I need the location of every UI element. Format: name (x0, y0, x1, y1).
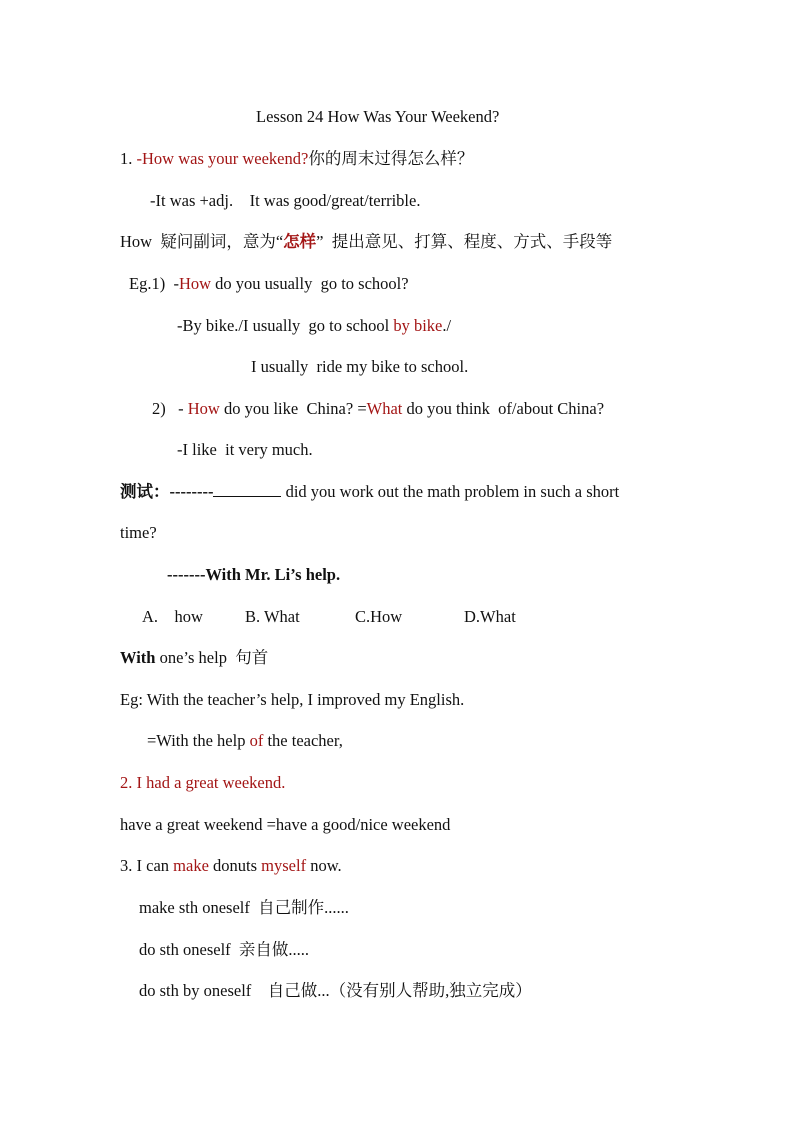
answer-start: -By bike./I usually go to school (177, 316, 394, 335)
answer-end: ./ (442, 316, 452, 335)
test-answer: -------With Mr. Li’s help. (167, 565, 341, 584)
point-1-answer: -It was +adj. It was good/great/terrible. (150, 191, 421, 210)
question-en: -How was your weekend? (136, 149, 309, 168)
keyword: What (366, 399, 403, 418)
option-a: A. how (142, 607, 203, 626)
test-question-continued: time? (120, 523, 157, 542)
test-question-text: did you work out the math problem in such a short (281, 482, 620, 501)
point-2-note: have a great weekend =have a good/nice weekend (120, 815, 451, 834)
with-example: Eg: With the teacher’s help, I improved my English. (120, 690, 465, 709)
option-d: D.What (464, 607, 516, 626)
phrase-make-oneself: make sth oneself 自己制作...... (139, 898, 349, 917)
example-1-answer-alt: I usually ride my bike to school. (251, 357, 469, 376)
keyword: make (173, 856, 209, 875)
point-3-middle: donuts (208, 856, 262, 875)
keyword: How (178, 274, 212, 293)
question-cn: 你的周末过得怎么样？ (308, 149, 474, 168)
keyword: by bike (393, 316, 443, 335)
option-b: B. What (245, 607, 300, 626)
point-2-start: 2. I (120, 773, 147, 792)
how-explanation-start: How 疑问副词，意为“ (120, 232, 284, 251)
test-label: 测试： (120, 482, 170, 501)
example-2-answer: -I like it very much. (177, 440, 313, 459)
keyword: of (249, 731, 264, 750)
point-number: 1. (120, 149, 137, 168)
with-heading (120, 648, 268, 668)
test-dashes: -------- (169, 482, 214, 501)
keyword: had a great weekend. (146, 773, 286, 792)
point-3-start: 3. I can (120, 856, 174, 875)
equivalent-end: the teacher, (263, 731, 343, 750)
example-2-question (152, 399, 604, 419)
point-3-sentence (120, 856, 342, 876)
how-explanation-end: ” 提出意见、打算、程度、方式、手段等 (316, 232, 613, 251)
with-equivalent (147, 731, 343, 751)
example-prefix: Eg.1) - (129, 274, 179, 293)
how-explanation (120, 232, 612, 252)
phrase-do-oneself: do sth oneself 亲自做..... (139, 940, 310, 959)
example-middle: do you like China? = (219, 399, 367, 418)
keyword: myself (261, 856, 307, 875)
point-1-question (120, 149, 473, 169)
lesson-title: Lesson 24 How Was Your Weekend? (256, 107, 500, 126)
example-rest: do you usually go to school? (211, 274, 409, 293)
point-3-end: now. (306, 856, 342, 875)
option-c: C.How (355, 607, 403, 626)
how-meaning: 怎样 (283, 232, 317, 251)
phrase-do-by-oneself: do sth by oneself 自己做...（没有别人帮助,独立完成） (139, 981, 532, 1000)
with-phrase: one’s help 句首 (155, 648, 269, 667)
example-rest: do you think of/about China? (402, 399, 605, 418)
point-2-sentence (120, 773, 285, 793)
keyword: How (187, 399, 220, 418)
with-word: With (120, 648, 156, 667)
test-question (120, 482, 619, 502)
equivalent-start: =With the help (147, 731, 250, 750)
answer-blank (213, 482, 281, 497)
example-1-answer (177, 316, 451, 336)
example-prefix: 2) - (152, 399, 188, 418)
example-1-question (129, 274, 409, 294)
